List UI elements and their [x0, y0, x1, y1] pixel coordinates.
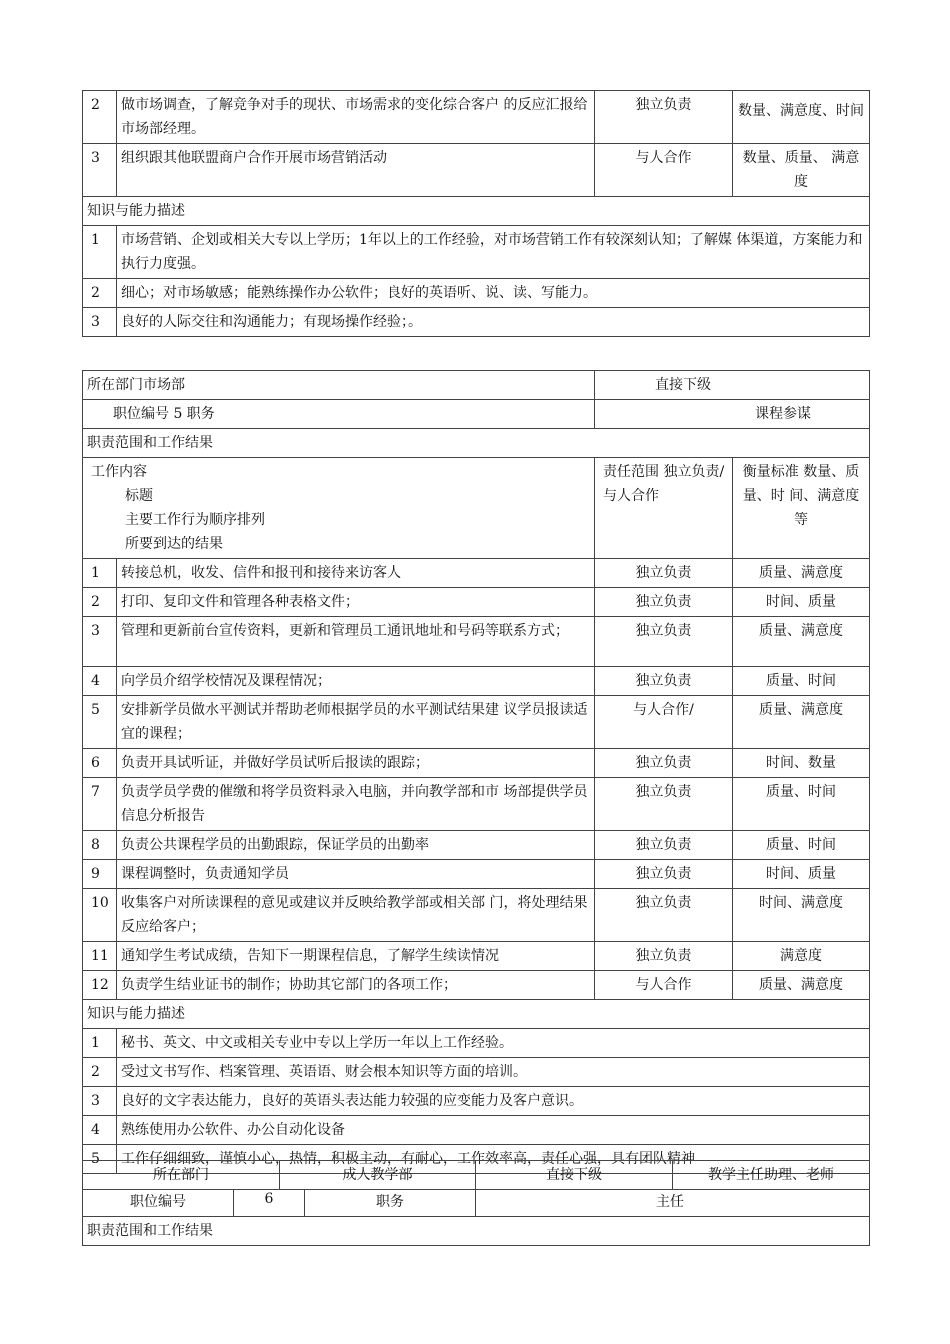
position-value: 课程参谋 — [595, 400, 870, 429]
duty-content: 收集客户对所读课程的意见或建议并反映给教学部或相关部 门，将处理结果反应给客户； — [117, 889, 595, 942]
row-number: 4 — [83, 667, 117, 696]
duty-scope: 独立负责 — [595, 749, 733, 778]
duty-content: 组织跟其他联盟商户合作开展市场营销活动 — [117, 144, 595, 197]
duty-scope: 独立负责 — [595, 617, 733, 667]
table-row — [83, 778, 870, 831]
scope-header: 责任范围 独立负责/与人合作 — [595, 458, 733, 559]
table-row — [83, 696, 870, 749]
table-row — [83, 831, 870, 860]
table-row — [83, 279, 870, 308]
duty-content: 负责公共课程学员的出勤跟踪，保证学员的出勤率 — [117, 831, 595, 860]
row-number: 8 — [83, 831, 117, 860]
table-row — [83, 1087, 870, 1116]
table-row — [83, 1116, 870, 1145]
table-row — [83, 308, 870, 337]
duty-scope: 独立负责 — [595, 942, 733, 971]
table-row — [83, 942, 870, 971]
row-number: 3 — [83, 1087, 117, 1116]
job-table-2 — [82, 370, 870, 1174]
table-row — [83, 889, 870, 942]
duty-content: 管理和更新前台宣传资料，更新和管理员工通讯地址和号码等联系方式； — [117, 617, 595, 667]
row-number: 5 — [83, 696, 117, 749]
dept-label: 所在部门市场部 — [83, 371, 595, 400]
section-title: 职责范围和工作结果 — [83, 1217, 870, 1246]
row-number: 1 — [83, 226, 117, 279]
section-title: 职责范围和工作结果 — [83, 429, 870, 458]
duty-measure: 质量、满意度 — [733, 617, 870, 667]
measure-header: 衡量标准 数量、质量、时 间、满意度等 — [733, 458, 870, 559]
row-number: 2 — [83, 1058, 117, 1087]
duty-measure: 时间、质量 — [733, 860, 870, 889]
table-row — [83, 226, 870, 279]
section-title: 知识与能力描述 — [83, 1000, 870, 1029]
knowledge-text: 良好的人际交往和沟通能力；有现场操作经验；。 — [117, 308, 870, 337]
knowledge-text: 市场营销、企划或相关大专以上学历；1年以上的工作经验，对市场营销工作有较深刻认知；了解媒 体渠道，方案能力和执行力度强。 — [117, 226, 870, 279]
position-num: 6 — [264, 1191, 274, 1207]
table-row — [83, 617, 870, 667]
duty-scope: 与人合作/ — [595, 696, 733, 749]
table-row — [83, 1029, 870, 1058]
job-table-3 — [82, 1160, 870, 1246]
duty-scope: 独立负责 — [595, 831, 733, 860]
order-label: 主要工作行为顺序排列 — [125, 512, 265, 528]
table-row — [83, 91, 870, 144]
duty-measure: 时间、满意度 — [733, 889, 870, 942]
table-row — [83, 860, 870, 889]
duty-scope: 与人合作 — [595, 971, 733, 1000]
section-title: 知识与能力描述 — [83, 197, 870, 226]
duty-measure: 时间、质量 — [733, 588, 870, 617]
position-label: 职位编号 5 职务 — [83, 400, 595, 429]
row-number: 4 — [83, 1116, 117, 1145]
row-number: 1 — [83, 559, 117, 588]
row-number: 6 — [83, 749, 117, 778]
duty-measure: 质量、满意度 — [733, 971, 870, 1000]
duty-content: 负责学生结业证书的制作；协助其它部门的各项工作； — [117, 971, 595, 1000]
duty-scope: 独立负责 — [595, 889, 733, 942]
duty-content: 打印、复印文件和管理各种表格文件； — [117, 588, 595, 617]
knowledge-text: 细心；对市场敏感；能熟练操作办公软件；良好的英语听、说、读、写能力。 — [117, 279, 870, 308]
header-row — [83, 458, 870, 559]
table-row — [83, 1058, 870, 1087]
duty-content: 安排新学员做水平测试并帮助老师根据学员的水平测试结果建 议学员报读适宜的课程； — [117, 696, 595, 749]
duty-label: 职务 — [304, 1190, 475, 1216]
knowledge-text: 受过文书写作、档案管理、英语语、财会根本知识等方面的培训。 — [117, 1058, 870, 1087]
duty-measure: 满意度 — [733, 942, 870, 971]
duty-measure: 质量、满意度 — [733, 559, 870, 588]
duty-scope: 与人合作 — [595, 144, 733, 197]
knowledge-text: 熟练使用办公软件、办公自动化设备 — [117, 1116, 870, 1145]
row-number: 2 — [83, 588, 117, 617]
duty-scope: 独立负责 — [595, 667, 733, 696]
subordinate-label: 直接下级 — [595, 371, 870, 400]
table-row — [83, 588, 870, 617]
duty-content: 转接总机，收发、信件和报刊和接待来访客人 — [117, 559, 595, 588]
row-number: 3 — [83, 308, 117, 337]
subordinate-value: 教学主任助理、老师 — [673, 1161, 870, 1190]
duty-scope: 独立负责 — [595, 559, 733, 588]
table-row — [83, 971, 870, 1000]
duty-scope: 独立负责 — [595, 860, 733, 889]
table-row — [83, 667, 870, 696]
work-content-header — [83, 458, 595, 559]
row-number: 1 — [83, 1029, 117, 1058]
duty-content: 通知学生考试成绩，告知下一期课程信息，了解学生续读情况 — [117, 942, 595, 971]
row-number: 3 — [83, 617, 117, 667]
duty-scope: 独立负责 — [595, 91, 733, 144]
table-row — [83, 559, 870, 588]
duty-measure: 时间、数量 — [733, 749, 870, 778]
duty-value: 主任 — [476, 1190, 870, 1217]
work-content-label: 工作内容 — [91, 464, 147, 480]
duty-scope: 独立负责 — [595, 588, 733, 617]
row-number: 5 — [83, 1145, 117, 1174]
row-number: 11 — [83, 942, 117, 971]
knowledge-text: 工作仔细细致，谨慎小心，热情，积极主动，有耐心，工作效率高，责任心强，具有团队精神 — [117, 1145, 870, 1174]
title-label: 标题 — [125, 488, 153, 504]
duty-content: 负责学员学费的催缴和将学员资料录入电脑，并向教学部和市 场部提供学员信息分析报告 — [117, 778, 595, 831]
row-number: 2 — [83, 91, 117, 144]
dept-value: 成人教学部 — [280, 1161, 476, 1190]
table-row — [83, 749, 870, 778]
row-number: 2 — [83, 279, 117, 308]
subordinate-label: 直接下级 — [476, 1161, 673, 1190]
knowledge-text: 秘书、英文、中文或相关专业中专以上学历一年以上工作经验。 — [117, 1029, 870, 1058]
result-label: 所要到达的结果 — [125, 536, 223, 552]
duty-measure: 数量、质量、 满意度 — [733, 144, 870, 197]
knowledge-text: 良好的文字表达能力，良好的英语头表达能力较强的应变能力及客户意识。 — [117, 1087, 870, 1116]
job-table-1 — [82, 90, 870, 337]
duty-content: 做市场调查，了解竞争对手的现状、市场需求的变化综合客户 的反应汇报给市场部经理。 — [117, 91, 595, 144]
duty-content: 课程调整时，负责通知学员 — [117, 860, 595, 889]
row-number: 7 — [83, 778, 117, 831]
row-number: 3 — [83, 144, 117, 197]
duty-measure: 数量、满意度、时间 — [733, 91, 870, 144]
row-number: 9 — [83, 860, 117, 889]
duty-content: 向学员介绍学校情况及课程情况； — [117, 667, 595, 696]
row-number: 10 — [83, 889, 117, 942]
duty-measure: 质量、时间 — [733, 778, 870, 831]
duty-scope: 独立负责 — [595, 778, 733, 831]
duty-measure: 质量、时间 — [733, 831, 870, 860]
position-cell — [83, 1190, 476, 1217]
dept-label: 所在部门 — [83, 1161, 280, 1190]
row-number: 12 — [83, 971, 117, 1000]
duty-content: 负责开具试听证，并做好学员试听后报读的跟踪； — [117, 749, 595, 778]
table-row — [83, 144, 870, 197]
position-label: 职位编号 — [83, 1190, 234, 1216]
duty-measure: 质量、时间 — [733, 667, 870, 696]
duty-measure: 质量、满意度 — [733, 696, 870, 749]
